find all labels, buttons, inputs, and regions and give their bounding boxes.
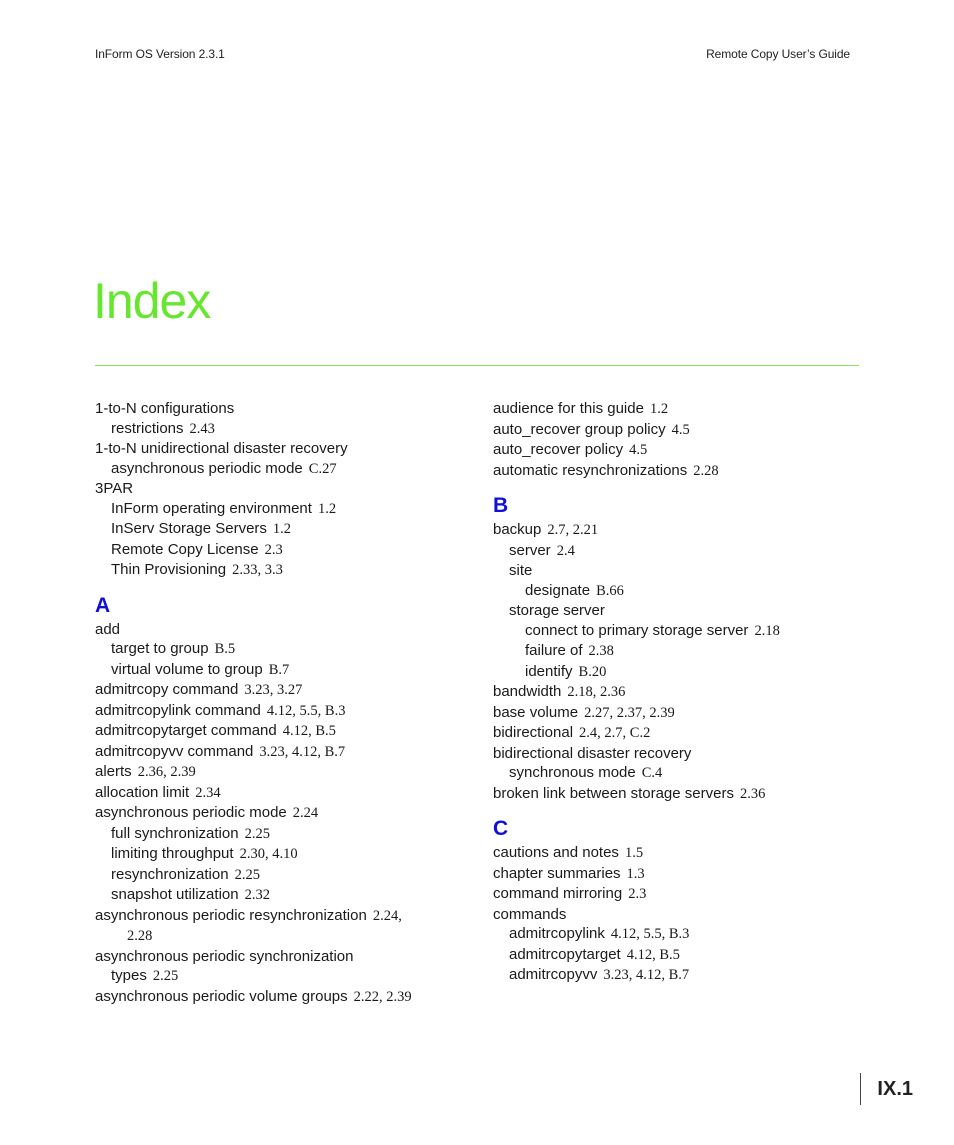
index-page-refs: 1.3: [626, 865, 645, 882]
index-term: audience for this guide: [493, 400, 644, 417]
index-page-refs: 2.18, 2.36: [567, 684, 626, 700]
index-entry: [95, 824, 455, 845]
index-term: bandwidth: [493, 683, 562, 700]
index-page-refs: 3.23, 3.27: [244, 682, 303, 698]
index-entry: [493, 461, 873, 482]
index-page-refs: B.20: [578, 663, 607, 680]
index-page-refs: 2.36, 2.39: [137, 764, 196, 780]
index-entry: [95, 783, 455, 804]
index-term: Remote Copy License: [111, 540, 259, 558]
title-divider: [95, 365, 859, 366]
index-entry: [493, 843, 873, 864]
index-column-left: [95, 399, 455, 1007]
index-entry: [95, 926, 455, 947]
index-term: asynchronous periodic resynchronization: [95, 906, 367, 924]
index-entry: [493, 864, 873, 885]
index-entry: [95, 419, 455, 440]
index-page-refs: 2.7, 2.21: [547, 522, 599, 538]
index-page-refs: 4.12, B.5: [282, 723, 336, 739]
index-entry: [95, 721, 455, 742]
index-entry: [493, 965, 873, 986]
index-term: admitrcopyvv: [509, 966, 598, 983]
index-term: types: [111, 967, 147, 984]
index-section-letter: B: [493, 494, 509, 517]
index-entry: [95, 742, 455, 763]
index-term: admitrcopytarget: [509, 945, 621, 963]
index-term: restrictions: [111, 419, 184, 437]
index-entry: [493, 744, 873, 764]
index-entry: [95, 987, 455, 1008]
page-title: Index: [93, 273, 211, 329]
index-entry: [493, 763, 873, 784]
index-entry: [95, 803, 455, 824]
index-page-refs: 2.4: [556, 542, 575, 559]
index-term: connect to primary storage server: [525, 621, 749, 639]
index-page-refs: B.66: [596, 582, 624, 599]
index-page-refs: 4.5: [671, 421, 690, 438]
index-page-refs: 2.28: [693, 462, 719, 479]
index-page-refs: 2.3: [628, 886, 647, 902]
index-term: InForm operating environment: [111, 499, 312, 517]
index-page-refs: 2.34: [195, 784, 221, 801]
index-term: designate: [525, 581, 591, 599]
index-term: snapshot utilization: [111, 886, 239, 903]
index-page-refs: 2.43: [189, 420, 215, 437]
index-page-refs: 2.38: [588, 643, 614, 659]
index-term: chapter summaries: [493, 864, 621, 882]
index-term: broken link between storage servers: [493, 784, 734, 802]
index-page-refs: 2.36: [739, 785, 766, 802]
index-entry: [493, 399, 873, 420]
index-term: bidirectional: [493, 724, 574, 741]
index-entry: [95, 762, 455, 783]
index-entry: [493, 884, 873, 905]
index-page-refs: B.5: [214, 641, 236, 657]
index-term: auto_recover policy: [493, 441, 624, 458]
index-term: command mirroring: [493, 885, 623, 902]
index-term: admitrcopytarget command: [95, 722, 277, 739]
index-page-refs: 2.3: [264, 541, 283, 558]
index-entry: [493, 581, 873, 602]
index-section-letter: A: [95, 593, 111, 617]
index-page-refs: 4.5: [629, 442, 648, 458]
index-page-refs: 1.2: [272, 521, 292, 537]
index-entry: [95, 560, 455, 581]
index-term: admitrcopy command: [95, 681, 239, 698]
index-page-refs: 3.23, 4.12, B.7: [259, 743, 346, 760]
index-term: 1-to-N unidirectional disaster recovery: [95, 440, 348, 457]
index-term: bidirectional disaster recovery: [493, 744, 692, 762]
index-entry: [95, 499, 455, 520]
running-header-guide-title: Remote Copy User’s Guide: [706, 47, 850, 61]
index-entry: [95, 966, 455, 987]
index-entry: [493, 924, 873, 945]
index-term: 3PAR: [95, 480, 134, 497]
index-entry: [95, 660, 455, 681]
index-term: automatic resynchronizations: [493, 461, 688, 479]
index-entry: [493, 621, 873, 642]
index-page-refs: 4.12, 5.5, B.3: [266, 702, 346, 719]
index-term: synchronous mode: [509, 764, 636, 781]
index-page-refs: 4.12, 5.5, B.3: [610, 926, 690, 942]
index-term: full synchronization: [111, 824, 239, 842]
index-term: base volume: [493, 703, 579, 721]
index-term: failure of: [525, 642, 583, 659]
index-entry: [493, 723, 873, 744]
index-page-refs: C.4: [641, 765, 663, 781]
index-term: asynchronous periodic mode: [111, 459, 303, 477]
index-page-refs: 1.2: [317, 500, 337, 517]
index-term: admitrcopylink command: [95, 701, 261, 719]
index-page-refs: 2.27, 2.37, 2.39: [584, 704, 675, 721]
index-term: 1-to-N configurations: [95, 400, 235, 417]
index-entry: [493, 703, 873, 724]
index-entry: [493, 561, 873, 581]
index-page-refs: 2.4, 2.7, C.2: [579, 725, 651, 741]
index-entry: [95, 399, 455, 419]
index-page-refs: 2.28: [127, 928, 153, 944]
index-term: commands: [493, 905, 567, 923]
index-entry: [493, 662, 873, 683]
index-term: auto_recover group policy: [493, 420, 666, 438]
index-page-refs: 1.5: [624, 845, 644, 861]
index-page-refs: 2.25: [152, 968, 179, 984]
index-entry: [95, 844, 455, 865]
index-entry: [493, 784, 873, 805]
index-term: add: [95, 620, 121, 638]
index-page-refs: 4.12, B.5: [626, 946, 680, 963]
index-entry: [95, 680, 455, 701]
index-term: resynchronization: [111, 865, 229, 883]
page-number: IX.1: [877, 1078, 913, 1100]
index-page-refs: 2.33, 3.3: [232, 562, 283, 578]
index-entry: [95, 479, 455, 499]
index-term: backup: [493, 521, 542, 538]
index-entry: [493, 945, 873, 966]
index-column-right: [493, 399, 873, 986]
index-entry: [95, 885, 455, 906]
index-page-refs: 2.25: [234, 866, 260, 883]
index-term: target to group: [111, 640, 209, 657]
index-term: alerts: [95, 763, 132, 780]
index-term: storage server: [509, 602, 605, 619]
index-term: Thin Provisioning: [111, 561, 227, 578]
index-entry: [493, 520, 873, 541]
index-page-refs: 2.22, 2.39: [353, 988, 412, 1005]
index-term: identify: [525, 662, 573, 680]
index-term: asynchronous periodic volume groups: [95, 987, 348, 1005]
index-term: admitrcopyvv command: [95, 742, 254, 760]
index-entry: [493, 541, 873, 562]
index-term: limiting throughput: [111, 845, 234, 862]
index-entry: [95, 620, 455, 640]
index-entry: [95, 639, 455, 660]
index-entry: [95, 947, 455, 967]
index-page-refs: 2.24,: [372, 907, 402, 924]
index-entry: [95, 459, 455, 480]
index-term: InServ Storage Servers: [111, 520, 267, 537]
index-entry: [95, 540, 455, 561]
index-entry: [95, 865, 455, 886]
running-header-version: InForm OS Version 2.3.1: [95, 47, 225, 61]
index-page-refs: 2.24: [292, 805, 319, 821]
index-entry: [95, 906, 455, 927]
index-entry: [493, 440, 873, 461]
index-term: site: [509, 562, 533, 579]
page-footer: [860, 1073, 913, 1105]
index-entry: [95, 701, 455, 722]
index-entry: [493, 641, 873, 662]
index-term: asynchronous periodic mode: [95, 804, 287, 821]
index-page-refs: 2.18: [754, 622, 780, 639]
index-term: cautions and notes: [493, 844, 619, 861]
index-entry: [95, 439, 455, 459]
index-page-refs: 3.23, 4.12, B.7: [603, 967, 690, 983]
index-term: admitrcopylink: [509, 925, 605, 942]
index-term: server: [509, 541, 551, 559]
index-page-refs: 2.32: [244, 887, 270, 903]
index-entry: [493, 682, 873, 703]
index-page-refs: B.7: [268, 661, 290, 678]
index-page-refs: 1.2: [649, 401, 669, 417]
index-entry: [493, 420, 873, 441]
index-page-refs: C.27: [308, 460, 337, 477]
index-entry: [493, 905, 873, 925]
index-term: allocation limit: [95, 783, 190, 801]
index-page-refs: 2.30, 4.10: [239, 846, 298, 862]
index-term: virtual volume to group: [111, 660, 263, 678]
index-entry: [493, 601, 873, 621]
index-term: asynchronous periodic synchronization: [95, 947, 354, 965]
index-section-letter: C: [493, 817, 509, 840]
index-page-refs: 2.25: [244, 825, 270, 842]
index-entry: [95, 519, 455, 540]
